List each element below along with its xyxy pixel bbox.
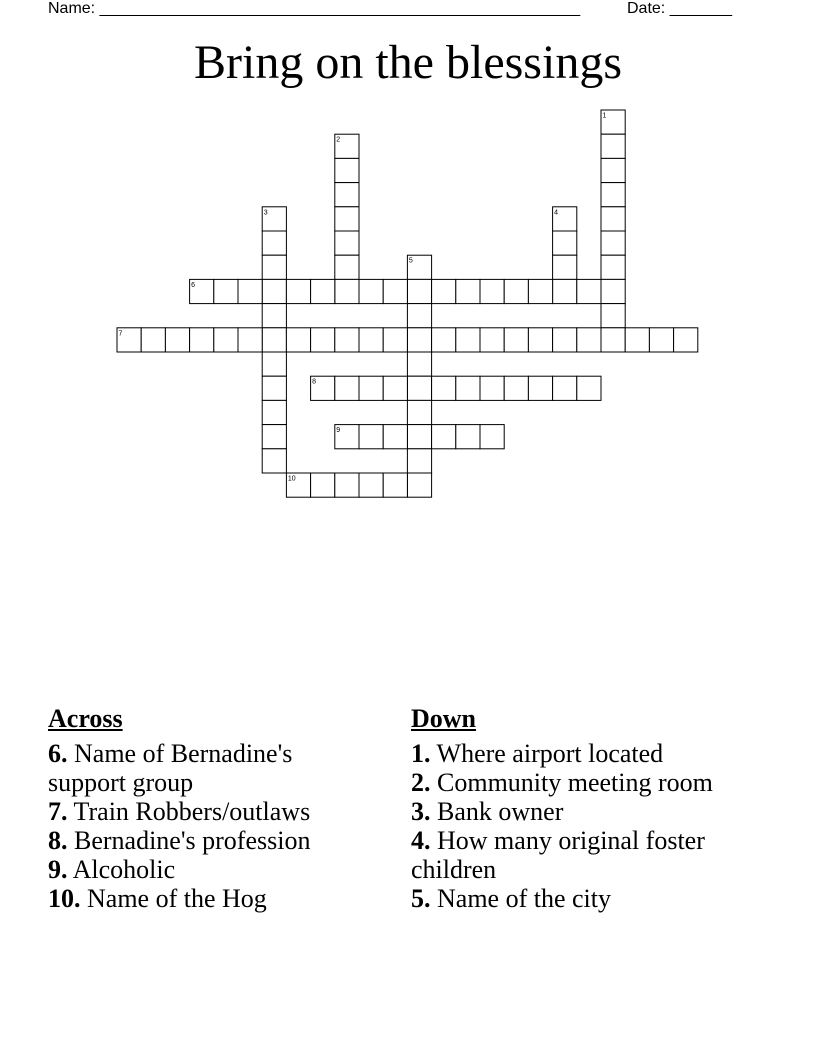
grid-cell[interactable]	[528, 376, 552, 400]
grid-cell[interactable]	[311, 328, 335, 352]
grid-cell[interactable]	[553, 328, 577, 352]
grid-cell[interactable]	[407, 279, 431, 303]
grid-cell[interactable]	[407, 304, 431, 328]
grid-cell[interactable]	[335, 207, 359, 231]
grid-cell[interactable]	[553, 255, 577, 279]
grid-cell[interactable]	[165, 328, 189, 352]
grid-cell[interactable]	[601, 328, 625, 352]
clue-number: 5.	[411, 884, 431, 913]
grid-cell[interactable]	[262, 279, 286, 303]
grid-cell[interactable]	[335, 279, 359, 303]
across-clues	[48, 704, 358, 913]
grid-cell[interactable]	[432, 376, 456, 400]
clue-number: 10.	[48, 884, 81, 913]
grid-cell[interactable]	[359, 425, 383, 449]
grid-cell[interactable]	[625, 328, 649, 352]
grid-cell[interactable]	[553, 231, 577, 255]
grid-cell[interactable]	[335, 158, 359, 182]
grid-cell[interactable]	[601, 158, 625, 182]
clue-text: Name of Bernadine's support group	[48, 739, 293, 797]
grid-cell[interactable]	[407, 425, 431, 449]
clue-text: Community meeting room	[437, 768, 713, 797]
grid-cell[interactable]	[577, 328, 601, 352]
cell-number: 5	[408, 257, 413, 265]
cell-number: 6	[191, 281, 196, 289]
grid-cell[interactable]	[601, 231, 625, 255]
clue-text: Name of the city	[437, 884, 611, 913]
clue-number: 8.	[48, 826, 68, 855]
clue-text: Name of the Hog	[87, 884, 267, 913]
clue-number: 4.	[411, 826, 431, 855]
grid-cell[interactable]	[407, 400, 431, 424]
down-heading: Down	[411, 704, 477, 733]
grid-cell[interactable]	[432, 425, 456, 449]
grid-cell[interactable]	[504, 279, 528, 303]
clue-item	[48, 855, 358, 884]
grid-cell[interactable]	[383, 425, 407, 449]
clue-number: 3.	[411, 797, 431, 826]
grid-cell[interactable]	[335, 473, 359, 497]
cell-number: 9	[336, 427, 341, 435]
grid-cell[interactable]	[480, 376, 504, 400]
grid-cell[interactable]	[383, 473, 407, 497]
clue-item	[411, 826, 721, 884]
grid-cell[interactable]	[335, 255, 359, 279]
crossword-grid	[0, 0, 816, 520]
grid-cell[interactable]	[577, 279, 601, 303]
grid-cell[interactable]	[359, 473, 383, 497]
grid-cell[interactable]	[480, 279, 504, 303]
clue-item	[48, 826, 358, 855]
grid-cell[interactable]	[480, 425, 504, 449]
grid-cell[interactable]	[456, 376, 480, 400]
grid-cell[interactable]	[480, 328, 504, 352]
grid-cell[interactable]	[601, 279, 625, 303]
grid-cell[interactable]	[456, 328, 480, 352]
grid-cell[interactable]	[311, 279, 335, 303]
grid-cell[interactable]	[383, 376, 407, 400]
grid-cell[interactable]	[504, 328, 528, 352]
grid-cell[interactable]	[432, 279, 456, 303]
grid-cell[interactable]	[238, 279, 262, 303]
clue-number: 9.	[48, 855, 68, 884]
down-clues	[411, 704, 721, 913]
cell-number: 8	[312, 378, 317, 386]
clue-item	[411, 739, 721, 768]
grid-cell[interactable]	[407, 449, 431, 473]
grid-cell[interactable]	[262, 328, 286, 352]
grid-cell[interactable]	[601, 255, 625, 279]
across-heading: Across	[48, 704, 123, 733]
grid-cell[interactable]	[190, 328, 214, 352]
grid-cell[interactable]	[286, 279, 310, 303]
grid-cell[interactable]	[214, 328, 238, 352]
date-field[interactable]: Date: _______	[627, 0, 732, 17]
grid-cell[interactable]	[311, 473, 335, 497]
cell-number: 1	[602, 112, 607, 120]
grid-cell[interactable]	[286, 328, 310, 352]
grid-cell[interactable]	[432, 328, 456, 352]
clue-text: How many original foster children	[411, 826, 705, 884]
across-clue-list	[48, 739, 358, 913]
grid-cell[interactable]	[407, 473, 431, 497]
grid-cell[interactable]	[214, 279, 238, 303]
grid-cell[interactable]	[262, 400, 286, 424]
grid-cell[interactable]	[553, 279, 577, 303]
grid-cell[interactable]	[262, 304, 286, 328]
grid-cell[interactable]	[335, 328, 359, 352]
page-title: Bring on the blessings	[194, 36, 622, 89]
down-clue-list	[411, 739, 721, 913]
grid-cell[interactable]	[383, 328, 407, 352]
cell-number: 10	[287, 475, 296, 483]
clue-item	[48, 884, 358, 913]
clue-item	[48, 797, 358, 826]
grid-cell[interactable]	[359, 328, 383, 352]
grid-cell[interactable]	[674, 328, 698, 352]
clue-item	[48, 739, 358, 797]
name-field[interactable]: Name: ______________________________________________________	[48, 0, 581, 17]
grid-cell[interactable]	[528, 328, 552, 352]
grid-cell[interactable]	[577, 376, 601, 400]
grid-cell[interactable]	[601, 207, 625, 231]
grid-cell[interactable]	[238, 328, 262, 352]
grid-cell[interactable]	[262, 425, 286, 449]
clue-number: 7.	[48, 797, 68, 826]
grid-cell[interactable]	[262, 255, 286, 279]
grid-cell[interactable]	[262, 352, 286, 376]
grid-cell[interactable]	[359, 376, 383, 400]
clue-number: 2.	[411, 768, 431, 797]
grid-cell[interactable]	[456, 425, 480, 449]
clue-text: Where airport located	[436, 739, 664, 768]
grid-cell[interactable]	[359, 279, 383, 303]
clue-item	[411, 797, 721, 826]
grid-cell[interactable]	[601, 304, 625, 328]
grid-cell[interactable]	[456, 279, 480, 303]
grid-cell[interactable]	[601, 183, 625, 207]
grid-cell[interactable]	[141, 328, 165, 352]
clue-text: Train Robbers/outlaws	[73, 797, 311, 826]
grid-cell[interactable]	[407, 328, 431, 352]
cell-number: 4	[554, 209, 559, 217]
grid-cell[interactable]	[407, 352, 431, 376]
cell-number: 3	[263, 209, 268, 217]
clue-number: 6.	[48, 739, 68, 768]
grid-cell[interactable]	[649, 328, 673, 352]
grid-cell[interactable]	[383, 279, 407, 303]
grid-cell[interactable]	[262, 449, 286, 473]
grid-cell[interactable]	[335, 183, 359, 207]
clue-text: Bank owner	[437, 797, 564, 826]
cell-number: 7	[118, 330, 123, 338]
clue-text: Bernadine's profession	[74, 826, 311, 855]
cell-number: 2	[336, 136, 341, 144]
grid-cell[interactable]	[528, 279, 552, 303]
grid-cell[interactable]	[262, 231, 286, 255]
grid-cell[interactable]	[504, 376, 528, 400]
clue-text: Alcoholic	[72, 855, 176, 884]
grid-cell[interactable]	[407, 376, 431, 400]
grid-cell[interactable]	[553, 376, 577, 400]
clue-item	[411, 768, 721, 797]
grid-cell[interactable]	[262, 376, 286, 400]
grid-cell[interactable]	[601, 134, 625, 158]
clue-item	[411, 884, 721, 913]
grid-cell[interactable]	[335, 231, 359, 255]
grid-cell[interactable]	[335, 376, 359, 400]
clue-number: 1.	[411, 739, 431, 768]
